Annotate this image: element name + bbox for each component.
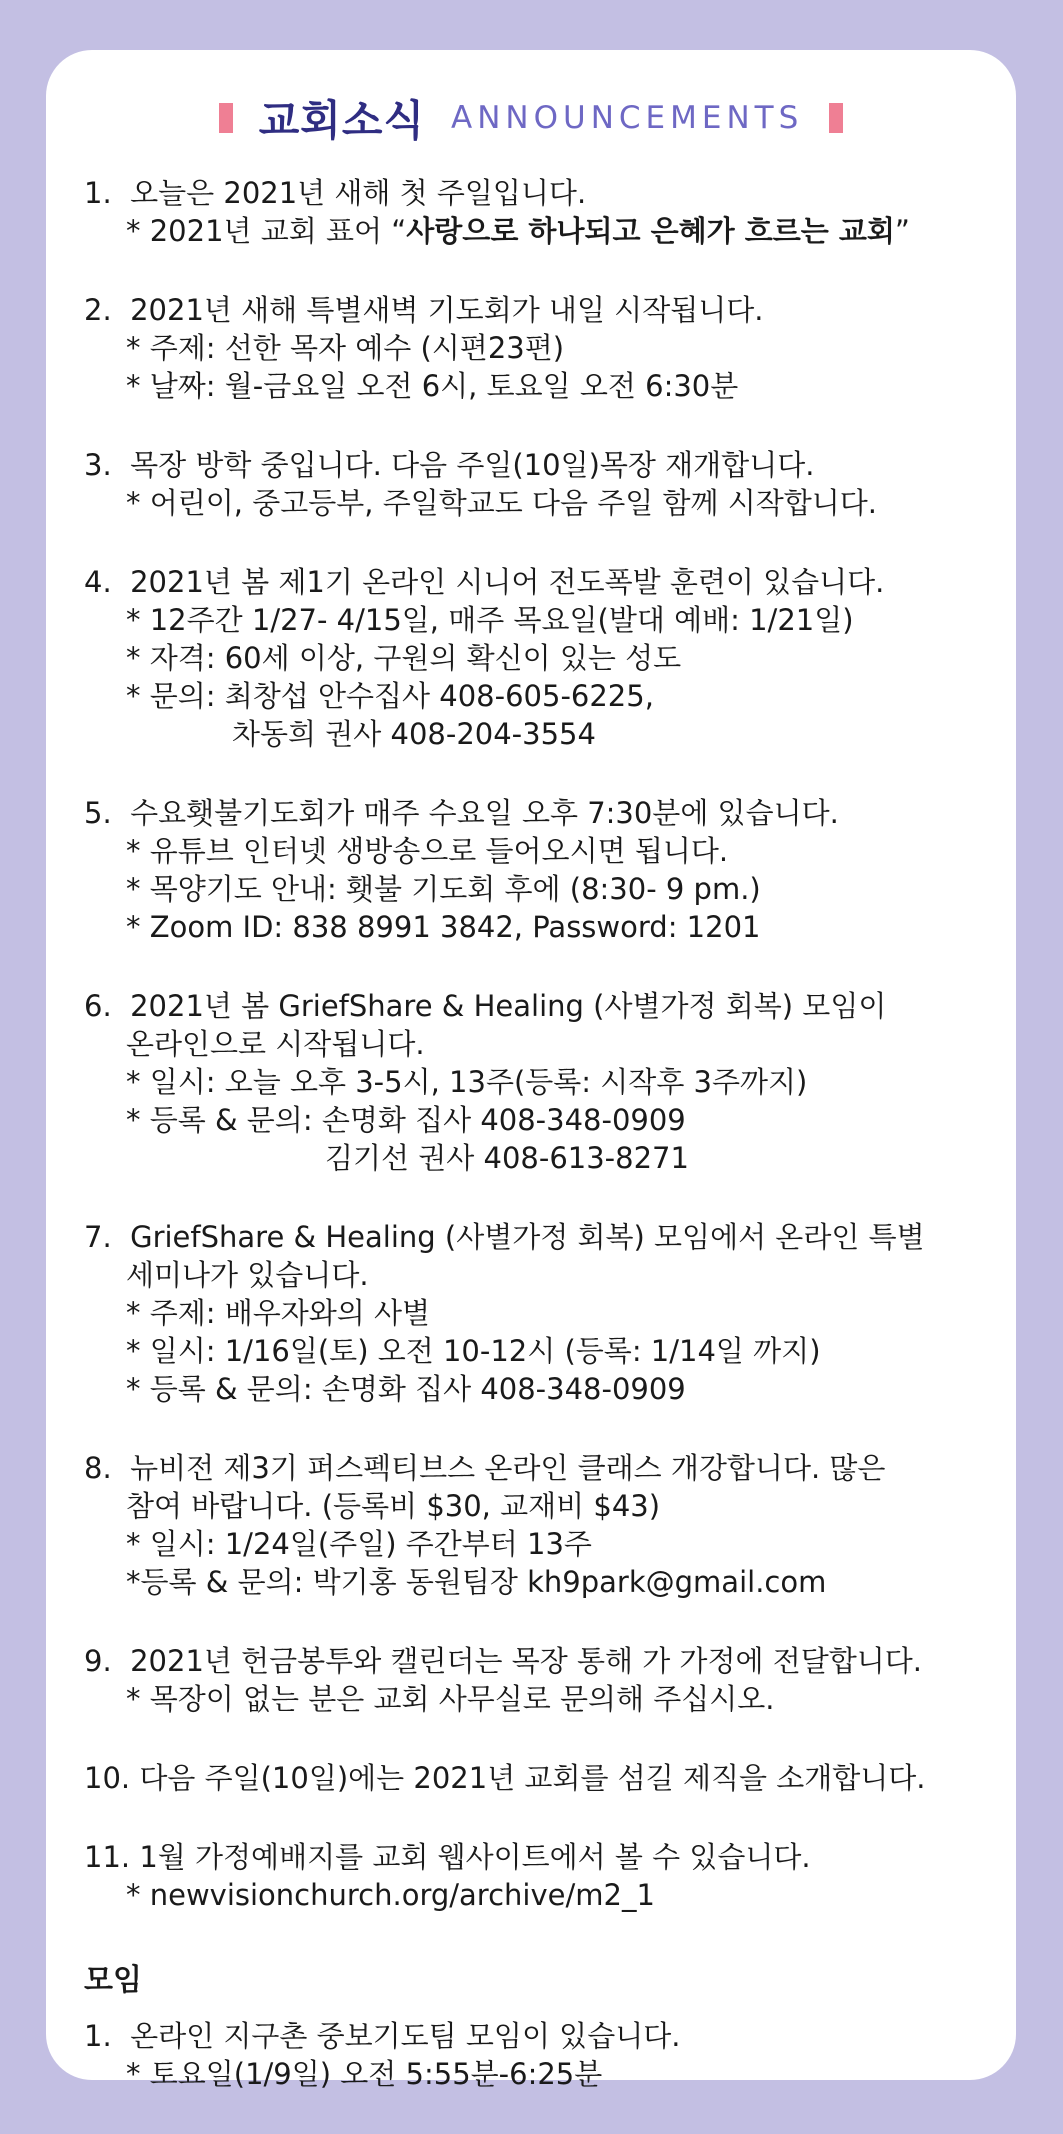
announcement-detail: * 날짜: 월-금요일 오전 6시, 토요일 오전 6:30분 — [126, 369, 739, 403]
announcement-3 — [84, 446, 1014, 522]
announcement-card — [46, 50, 1016, 2091]
announcement-line: 7. GriefShare & Healing (사별가정 회복) 모임에서 온라인 특별 — [84, 1220, 925, 1254]
announcement-line: 2. 2021년 새해 특별새벽 기도회가 내일 시작됩니다. — [84, 293, 764, 327]
announcement-line: 10. 다음 주일(10일)에는 2021년 교회를 섬길 제직을 소개합니다. — [84, 1761, 926, 1795]
announcement-detail: * 등록 & 문의: 손명화 집사 408-348-0909 — [126, 1372, 686, 1406]
announcement-5 — [84, 794, 1014, 946]
announcement-detail: 참여 바랍니다. (등록비 $30, 교재비 $43) — [126, 1489, 661, 1523]
announcement-detail: *등록 & 문의: 박기홍 동원팀장 kh9park@gmail.com — [126, 1565, 827, 1599]
announcement-detail: * 어린이, 중고등부, 주일학교도 다음 주일 함께 시작합니다. — [126, 486, 878, 520]
meeting-line: 1. 온라인 지구촌 중보기도팀 모임이 있습니다. — [84, 2019, 681, 2053]
title-korean: 교회소식 — [258, 96, 426, 145]
meetings-heading: 모임 — [84, 1963, 142, 1998]
announcement-line: 11. 1월 가정예배지를 교회 웹사이트에서 볼 수 있습니다. — [84, 1840, 811, 1874]
announcement-detail: * 12주간 1/27- 4/15일, 매주 목요일(발대 예배: 1/21일) — [126, 603, 854, 637]
announcement-detail: 온라인으로 시작됩니다. — [126, 1027, 425, 1061]
announcement-detail: * 일시: 1/16일(토) 오전 10-12시 (등록: 1/14일 까지) — [126, 1334, 821, 1368]
announcement-detail: * 자격: 60세 이상, 구원의 확신이 있는 성도 — [126, 641, 682, 675]
motto-prefix: * 2021년 교회 표어 “ — [126, 214, 407, 248]
announcement-8 — [84, 1449, 1014, 1601]
meeting-1 — [84, 2017, 1014, 2093]
announcement-detail: * 일시: 1/24일(주일) 주간부터 13주 — [126, 1527, 592, 1561]
announcement-4 — [84, 563, 1014, 753]
announcement-line: 1. 오늘은 2021년 새해 첫 주일입니다. — [84, 176, 587, 210]
announcement-line: 3. 목장 방학 중입니다. 다음 주일(10일)목장 재개합니다. — [84, 448, 815, 482]
announcement-detail: * 등록 & 문의: 손명화 집사 408-348-0909 — [126, 1103, 686, 1137]
announcement-6 — [84, 987, 1014, 1177]
announcement-line: 8. 뉴비전 제3기 퍼스펙티브스 온라인 클래스 개강합니다. 많은 — [84, 1451, 886, 1485]
meeting-detail: * 토요일(1/9일) 오전 5:55분-6:25분 — [126, 2057, 603, 2091]
announcement-line: 5. 수요횃불기도회가 매주 수요일 오후 7:30분에 있습니다. — [84, 796, 839, 830]
archive-link: * newvisionchurch.org/archive/m2_1 — [126, 1878, 655, 1912]
announcement-line: 9. 2021년 헌금봉투와 캘린더는 목장 통해 가 가정에 전달합니다. — [84, 1644, 922, 1678]
announcement-detail: * 일시: 오늘 오후 3-5시, 13주(등록: 시작후 3주까지) — [126, 1065, 808, 1099]
accent-bar-left — [219, 103, 233, 133]
announcement-detail: 김기선 권사 408-613-8271 — [325, 1141, 689, 1175]
announcement-detail: 세미나가 있습니다. — [126, 1258, 369, 1292]
announcement-detail: * 목장이 없는 분은 교회 사무실로 문의해 주십시오. — [126, 1682, 775, 1716]
accent-bar-right — [829, 103, 843, 133]
announcement-detail: * 주제: 배우자와의 사별 — [126, 1296, 431, 1330]
announcement-7 — [84, 1218, 1014, 1408]
announcement-line: 6. 2021년 봄 GriefShare & Healing (사별가정 회복) 모임이 — [84, 989, 887, 1023]
announcement-detail: * 문의: 최창섭 안수집사 408-605-6225, — [126, 679, 654, 713]
announcement-detail: * 유튜브 인터넷 생방송으로 들어오시면 됩니다. — [126, 834, 729, 868]
announcement-10 — [84, 1759, 1014, 1797]
announcement-list — [84, 174, 1014, 2134]
announcement-1 — [84, 174, 1014, 250]
announcement-detail: * Zoom ID: 838 8991 3842, Password: 1201 — [126, 910, 761, 944]
announcement-9 — [84, 1642, 1014, 1718]
church-motto: 사랑으로 하나되고 은혜가 흐르는 교회 — [406, 214, 895, 248]
title-english: ANNOUNCEMENTS — [451, 100, 804, 136]
announcement-detail: 차동희 권사 408-204-3554 — [232, 717, 596, 751]
announcement-detail: * 목양기도 안내: 횃불 기도회 후에 (8:30- 9 pm.) — [126, 872, 761, 906]
announcement-motto-line — [84, 212, 1014, 250]
header — [46, 78, 1016, 158]
motto-suffix: ” — [894, 214, 910, 248]
announcement-line: 4. 2021년 봄 제1기 온라인 시니어 전도폭발 훈련이 있습니다. — [84, 565, 885, 599]
announcement-detail: * 주제: 선한 목자 예수 (시편23편) — [126, 331, 565, 365]
announcement-2 — [84, 291, 1014, 405]
announcement-11 — [84, 1838, 1014, 1914]
